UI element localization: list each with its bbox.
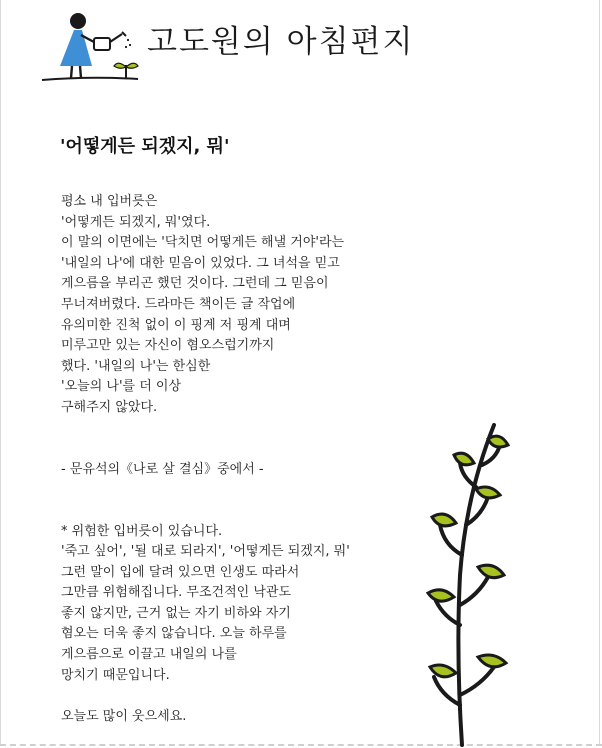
body-line: '죽고 싶어', '될 대로 되라지', '어떻게든 되겠지, 뭐': [61, 544, 350, 560]
body-line: 망치기 때문입니다.: [61, 667, 170, 683]
body-line: '오늘의 나'를 더 이상: [61, 379, 182, 395]
body-line: [61, 439, 461, 460]
article-title: '어떻게든 되겠지, 뭐': [60, 136, 230, 157]
article-body: [61, 192, 461, 727]
body-line: 미루고만 있는 자신이 혐오스럽기까지: [61, 338, 275, 354]
gardener-logo-icon: [40, 10, 140, 88]
body-line: * 위험한 입버릇이 있습니다.: [61, 523, 223, 539]
body-line: 평소 내 입버릇은: [61, 194, 158, 209]
body-line: 그런 말이 입에 달려 있으면 인생도 따라서: [61, 564, 300, 580]
body-line: 했다. '내일의 나'는 한심한: [61, 358, 211, 374]
body-line: 게으름을 부리곤 했던 것이다. 그런데 그 믿음이: [61, 276, 329, 292]
logo-title: 고도원의 아침편지: [147, 24, 415, 60]
body-line: [61, 480, 461, 501]
body-line: 무너져버렸다. 드라마든 책이든 글 작업에: [61, 296, 296, 312]
body-line: [61, 501, 461, 522]
body-line: '어떻게든 되겠지, 뭐'였다.: [61, 214, 211, 230]
body-line: 유의미한 진척 없이 이 핑계 저 핑계 대며: [61, 317, 291, 333]
body-line: 오늘도 많이 웃으세요.: [61, 708, 187, 724]
body-line: 이 말의 이면에는 '닥치면 어떻게든 해낼 거야'라는: [61, 235, 345, 251]
body-line: 구해주지 않았다.: [61, 399, 158, 415]
body-line: '내일의 나'에 대한 믿음이 있었다. 그 녀석을 믿고: [61, 255, 340, 271]
body-line: [61, 686, 461, 707]
body-line: - 문유석의《나로 살 결심》중에서 -: [61, 461, 264, 477]
body-line: 그만큼 위험해집니다. 무조건적인 낙관도: [61, 585, 292, 601]
body-line: [61, 419, 461, 440]
vine-decoration-icon: [426, 405, 516, 747]
body-line: 좋지 않지만, 근거 없는 자기 비하와 자기: [61, 605, 291, 621]
body-line: 게으름으로 이끌고 내일의 나를: [61, 647, 237, 663]
body-line: 혐오는 더욱 좋지 않습니다. 오늘 하루를: [61, 626, 287, 642]
